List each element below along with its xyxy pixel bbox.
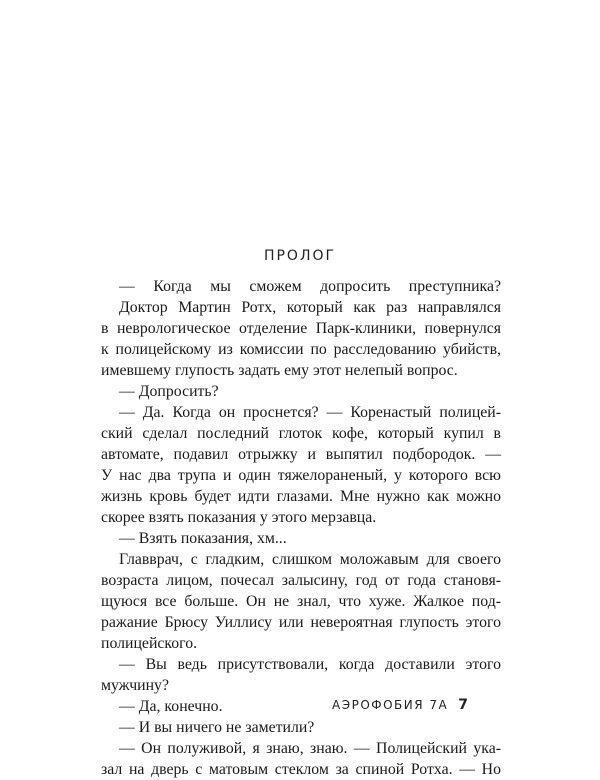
chapter-title: ПРОЛОГ xyxy=(263,248,337,264)
text-line: автомате, подавил отрыжку и выпятил подбородок. — xyxy=(101,446,501,463)
text-line: Доктор Мартин Ротх, который как раз направлялся xyxy=(119,299,501,316)
text-line: — И вы ничего не заметили? xyxy=(119,719,315,736)
text-line: скорее взять показания у этого мерзавца. xyxy=(101,509,377,526)
text-line: полицейского. xyxy=(101,635,198,652)
text-line: — Да, конечно. xyxy=(119,698,223,715)
page-footer xyxy=(332,697,468,713)
text-line: в неврологическое отделение Парк-клиники, повернулся xyxy=(101,320,501,337)
page-number: 7 xyxy=(458,697,468,713)
text-line: — Вы ведь присутствовали, когда доставили этого xyxy=(119,656,501,673)
text-line: ский сделал последний глоток кофе, который купил в xyxy=(101,425,501,442)
text-line: ражание Брюсу Уиллису или невероятная глупость этого xyxy=(101,614,501,631)
text-line: Главврач, с гладким, слишком моложавым для своего xyxy=(119,551,501,568)
running-title: АЭРОФОБИЯ 7А xyxy=(332,698,449,712)
text-line: щуюся все больше. Он не знал, что хуже. Жалкое под- xyxy=(101,593,501,610)
text-line: — Допросить? xyxy=(119,383,219,400)
text-line: — Когда мы сможем допросить преступника? xyxy=(119,278,501,295)
text-line: У нас два трупа и один тяжелораненый, у которого всю xyxy=(101,467,501,484)
text-line: зал на дверь с матовым стеклом за спиной Ротха. — Но xyxy=(101,761,501,778)
text-line: — Он полуживой, я знаю, знаю. — Полицейский ука- xyxy=(119,740,501,757)
text-line: жизнь кровь будет идти глазами. Мне нужно как можно xyxy=(101,488,501,505)
text-line: — Да. Когда он проснется? — Коренастый полицей- xyxy=(119,404,501,421)
text-line: к полицейскому из комиссии по расследованию убийств, xyxy=(101,341,501,358)
text-line: возраста лицом, почесал залысину, год от года становя- xyxy=(101,572,501,589)
text-line: мужчину? xyxy=(101,677,169,694)
text-line: — Взять показания, хм... xyxy=(119,530,287,547)
text-line: имевшему глупость задать ему этот нелепый вопрос. xyxy=(101,362,458,379)
